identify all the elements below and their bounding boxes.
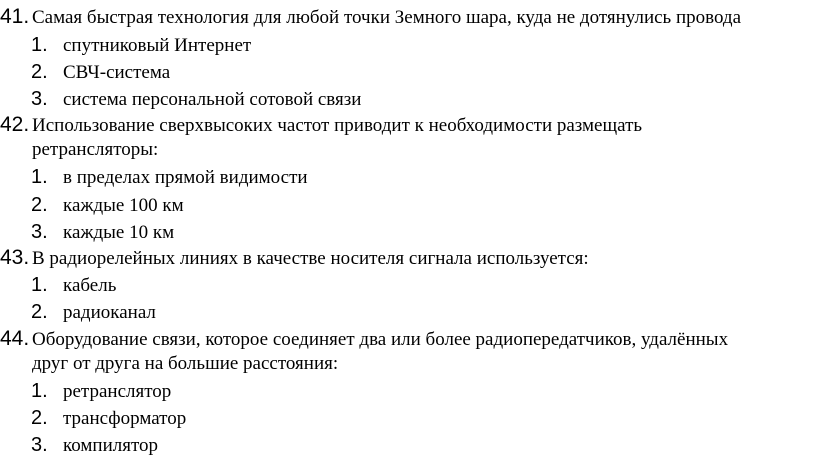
option-text: в пределах прямой видимости (63, 167, 308, 188)
question-text: Самая быстрая технология для любой точки Земного шара, куда не дотянулись провода (32, 7, 742, 28)
option-text: компилятор (63, 435, 159, 456)
option-number: 1. (31, 380, 48, 402)
question-text: друг от друга на большие расстояния: (32, 353, 339, 374)
question-text: Оборудование связи, которое соединяет два или более радиопередатчиков, удалённых (32, 329, 729, 350)
question-number: 42. (0, 113, 30, 136)
option-text: спутниковый Интернет (63, 35, 252, 56)
option-text: ретранслятор (63, 381, 172, 402)
option-text: радиоканал (63, 302, 156, 323)
option-number: 2. (31, 194, 48, 216)
option-number: 2. (31, 61, 48, 83)
question-stem (0, 328, 816, 352)
option-number: 3. (31, 434, 48, 456)
option-text: трансформатор (63, 408, 187, 429)
question-text: ретрансляторы: (32, 139, 159, 160)
question-43 (0, 247, 816, 271)
question-number: 43. (0, 246, 30, 269)
option-number: 3. (31, 88, 48, 110)
question-stem (0, 114, 816, 138)
question-stem (0, 247, 816, 271)
question-stem-continued (0, 138, 816, 162)
option-text: СВЧ-система (63, 62, 171, 83)
option-number: 2. (31, 301, 48, 323)
option-number: 1. (31, 34, 48, 56)
question-41 (0, 6, 816, 30)
option-number: 2. (31, 407, 48, 429)
option-text: каждые 10 км (63, 222, 175, 243)
option-number: 3. (31, 221, 48, 243)
question-stem (0, 6, 816, 30)
question-text: В радиорелейных линиях в качестве носителя сигнала используется: (32, 248, 589, 269)
question-number: 44. (0, 327, 30, 350)
question-42 (0, 114, 816, 162)
question-44 (0, 328, 816, 376)
option-text: каждые 100 км (63, 195, 184, 216)
question-text: Использование сверхвысоких частот приводит к необходимости размещать (32, 115, 643, 136)
option-number: 1. (31, 166, 48, 188)
question-stem-continued (0, 352, 816, 376)
option-number: 1. (31, 274, 48, 296)
question-number: 41. (0, 5, 30, 28)
option-text: кабель (63, 275, 117, 296)
option-text: система персональной сотовой связи (63, 89, 362, 110)
